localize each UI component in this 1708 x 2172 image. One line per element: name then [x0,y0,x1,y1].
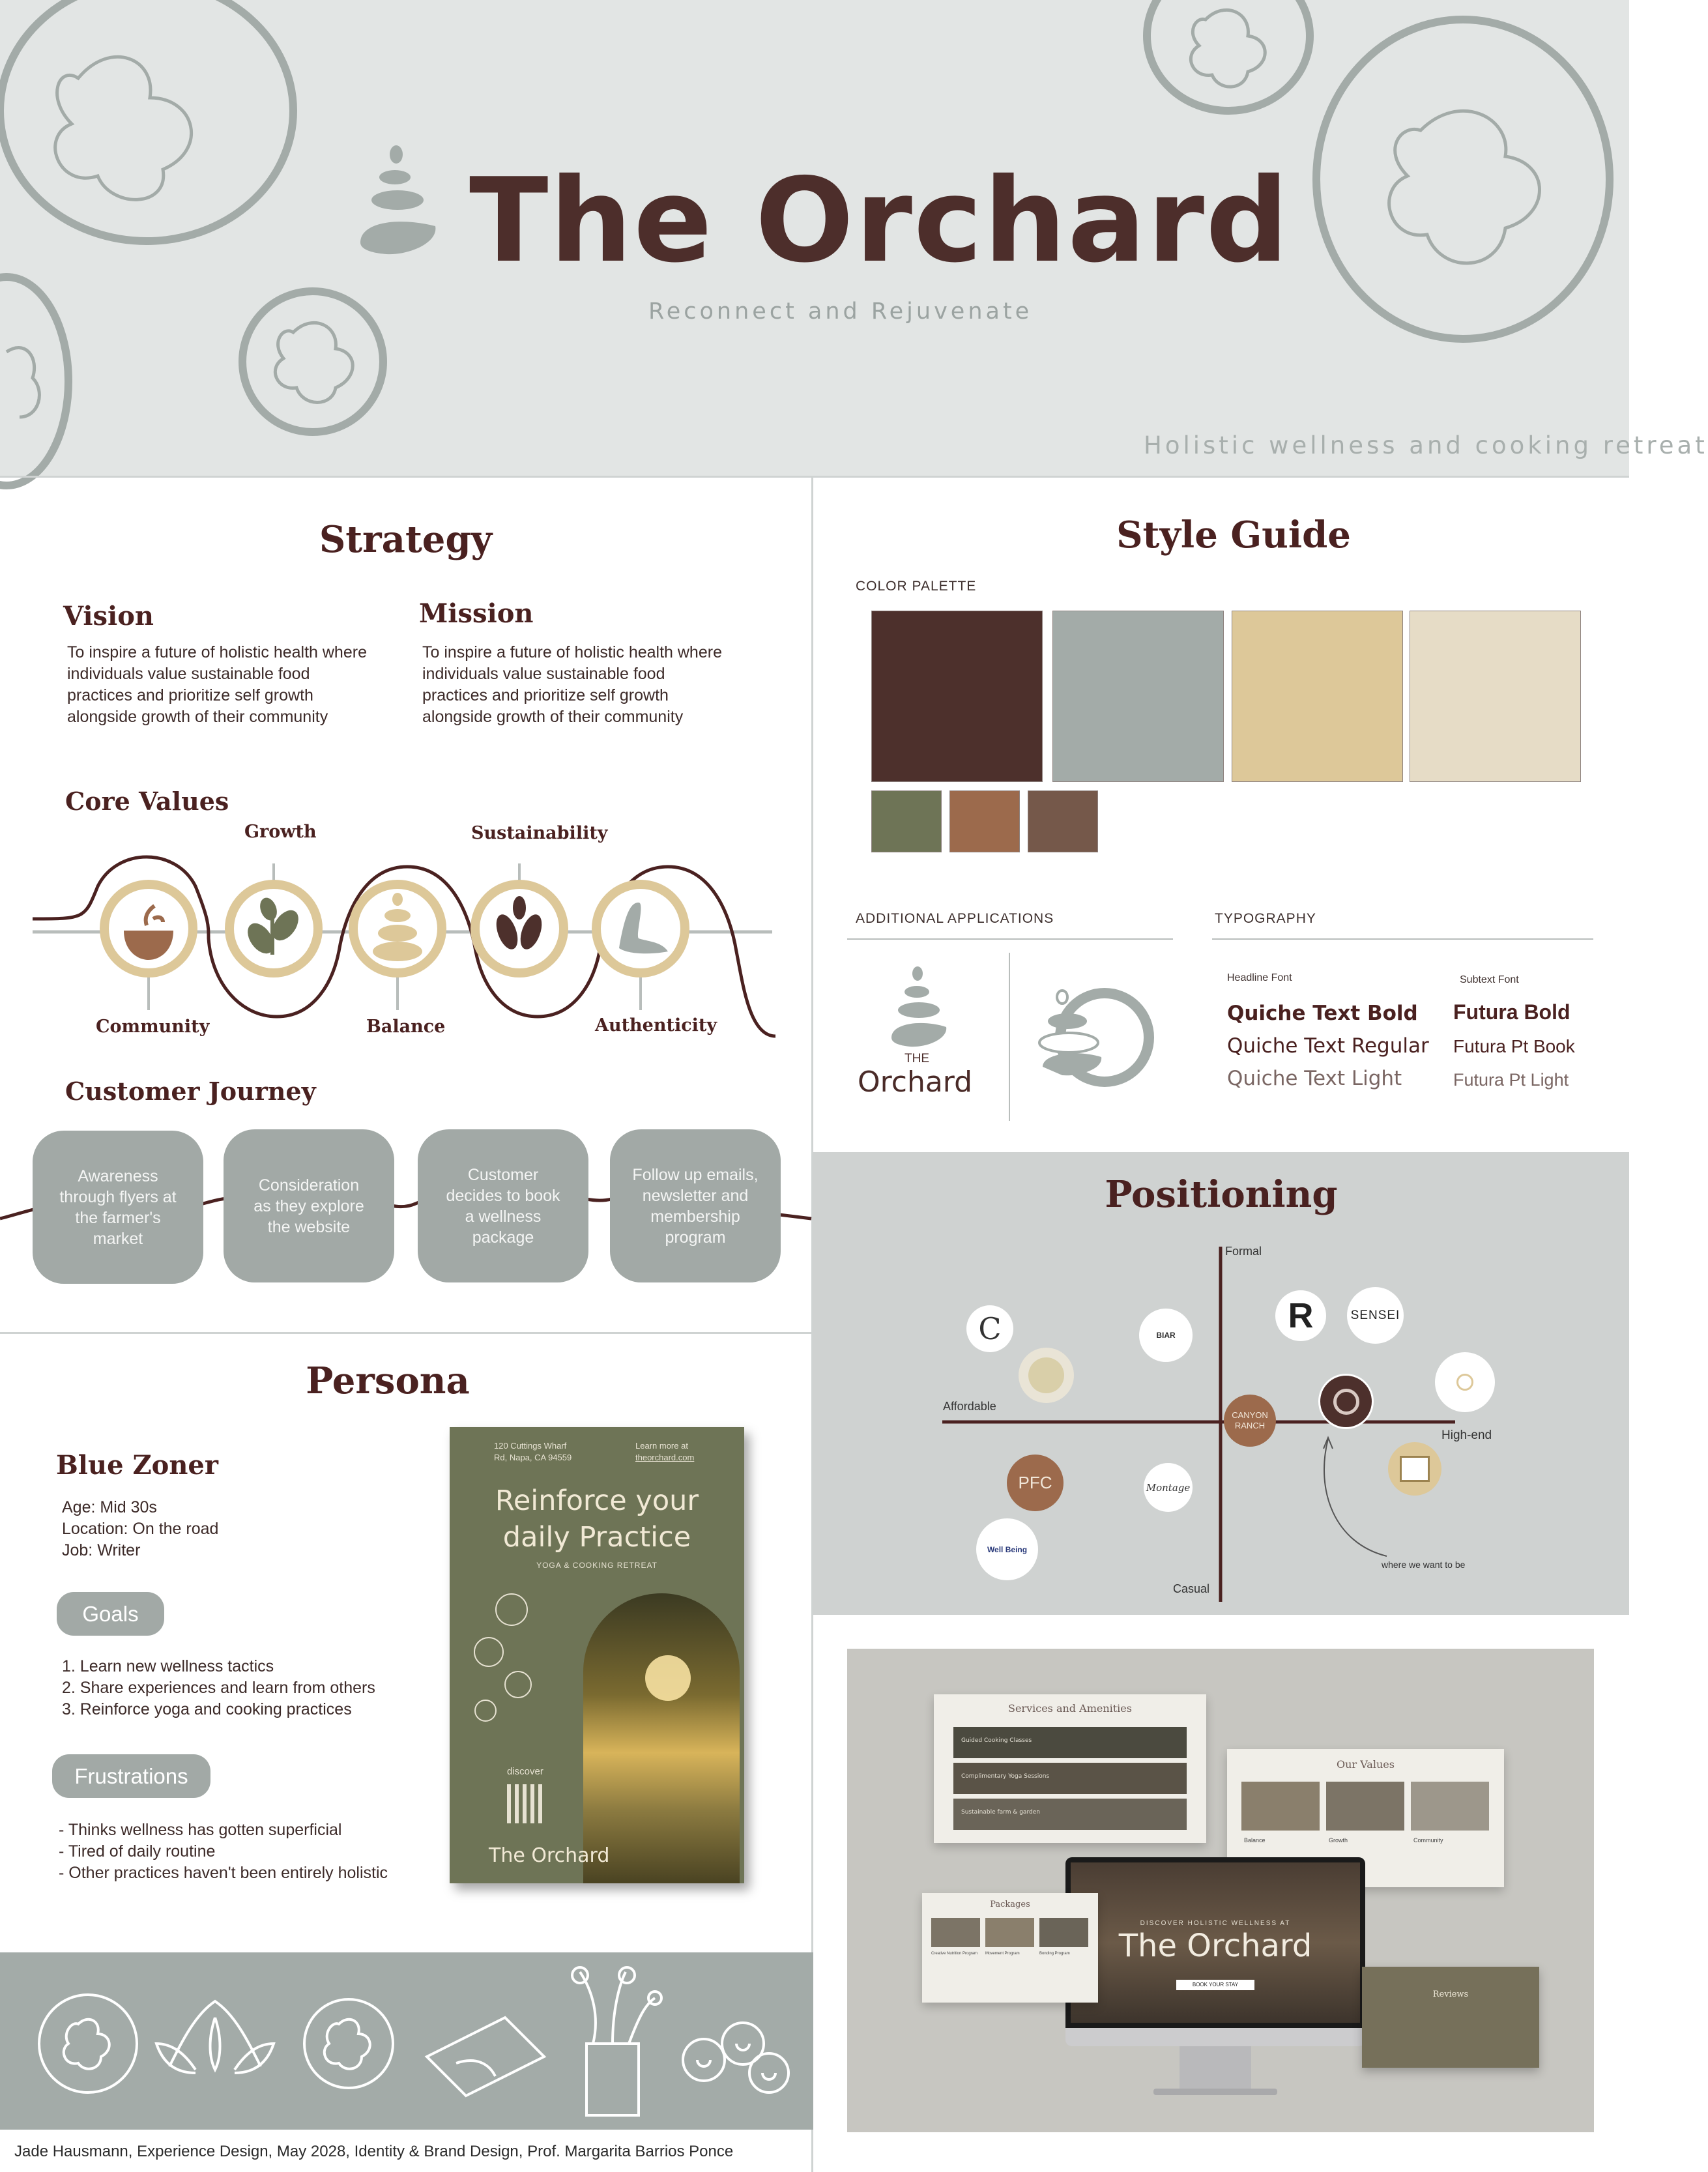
goals-pill: Goals [57,1592,164,1636]
package-photo-3 [1039,1918,1088,1947]
persona-details: Age: Mid 30s Location: On the road Job: Writer [62,1498,219,1559]
logo-stones-small-icon [886,964,951,1049]
axis-casual: Casual [1173,1582,1210,1595]
services-title: Services and Amenities [1008,1702,1132,1715]
persona-name: Blue Zoner [56,1450,218,1481]
applications-label: ADDITIONAL APPLICATIONS [856,911,1054,926]
competitor-logo-gold-emblem [1435,1352,1495,1412]
competitor-logo-r: R [1275,1290,1326,1341]
headline-font-regular: Quiche Text Regular [1227,1034,1429,1058]
values-col-community: Community [1413,1837,1443,1844]
positioning-title: Positioning [1105,1173,1338,1216]
imac-monitor [1065,1857,1365,2046]
strategy-title: Strategy [319,518,493,561]
services-row-3: Sustainable farm & garden [953,1799,1187,1830]
brand-subtagline: Holistic wellness and cooking retreat [1144,431,1708,459]
hero-screen [1071,1862,1360,2023]
persona-frustrations: - Thinks wellness has gotten superficial - Tired of daily routine - Other practices haven't been entirely holistic [59,1821,388,1882]
journey-step-follow-up: Follow up emails, newsletter and membership program [610,1129,781,1282]
retreat-poster [450,1427,744,1883]
logo-small-name: Orchard [858,1065,973,1099]
headline-font-label: Headline Font [1227,972,1292,983]
sun-glow [645,1655,691,1701]
customer-journey-heading: Customer Journey [65,1077,316,1106]
poster-discover: discover [507,1766,543,1777]
headline-font-bold: Quiche Text Bold [1227,1002,1418,1025]
vision-text: To inspire a future of holistic health where individuals value sustainable food practices and prioritize self growth alongside growth of their community [67,643,367,726]
packages-title: Packages [990,1900,1030,1909]
services-row-1: Guided Cooking Classes [953,1727,1187,1758]
typography-rule [1212,938,1593,940]
mockup-reviews-card [1362,1967,1539,2068]
mission-heading: Mission [419,598,534,629]
poster-slice-icons [469,1593,567,1724]
poster-address: 120 Cuttings Wharf Rd, Napa, CA 94559 [494,1441,572,1462]
vision-heading: Vision [63,601,154,631]
services-row-2: Complimentary Yoga Sessions [953,1763,1187,1794]
subtext-font-light: Futura Pt Light [1453,1070,1569,1090]
swatch-secondary-terracotta [949,790,1020,852]
persona-title: Persona [306,1359,470,1402]
competitor-logo-pfc: PFC [1007,1455,1064,1511]
hero-title: The Orchard [1118,1928,1312,1964]
logo-small-the: THE [905,1052,929,1065]
poster-learn-more: Learn more at theorchard.com [635,1441,695,1462]
competitor-logo-c: C [966,1305,1013,1352]
hero-book-button[interactable]: BOOK YOUR STAY [1176,1980,1254,1990]
subtext-font-bold: Futura Bold [1453,1000,1570,1024]
value-authenticity: Authenticity [595,1015,717,1035]
package-col-2: Movement Program [985,1952,1020,1956]
subtext-font-label: Subtext Font [1460,974,1519,985]
persona-goals: 1. Learn new wellness tactics 2. Share experiences and learn from others 3. Reinforce yoga and cooking practices [62,1657,375,1718]
package-photo-1 [931,1918,980,1947]
core-values-heading: Core Values [65,787,229,816]
applications-separator [1009,953,1010,1121]
value-sustainability: Sustainability [471,823,608,843]
competitor-logo-canyon-ranch: CANYON RANCH [1224,1395,1276,1447]
subtext-font-book: Futura Pt Book [1453,1036,1575,1056]
imac-stand [1180,2046,1251,2092]
swatch-primary-cream [1410,611,1581,782]
poster-photo-arch [583,1593,740,1883]
value-community: Community [96,1017,210,1037]
values-col-balance: Balance [1244,1837,1266,1844]
logo-mark-circle-icon [1036,985,1166,1090]
positioning-map [813,1152,1629,1615]
values-col-growth: Growth [1329,1837,1348,1844]
strategy-persona-divider [0,1332,811,1334]
journey-step-consideration: Consideration as they explore the website [224,1129,394,1282]
competitor-logo-biar: BIAR [1139,1309,1193,1362]
swatch-primary-gold [1232,611,1403,782]
journey-step-awareness: Awareness through flyers at the farmer's market [33,1131,203,1284]
values-photo-1 [1241,1782,1320,1831]
value-balance: Balance [366,1017,446,1037]
swatch-primary-brown [871,611,1043,782]
typography-label: TYPOGRAPHY [1215,911,1316,926]
brand-title: The Orchard [469,153,1290,288]
competitor-logo-montage: Montage [1144,1463,1193,1512]
values-title: Our Values [1337,1758,1395,1771]
journey-step-booking: Customer decides to book a wellness package [418,1129,588,1282]
style-guide-title: Style Guide [1116,514,1351,557]
reviews-title: Reviews [1432,1990,1469,1999]
applications-rule [847,938,1173,940]
the-orchard-target-logo [1318,1374,1374,1429]
hero-kicker: DISCOVER HOLISTIC WELLNESS AT [1140,1920,1291,1927]
stacked-stones-logo-icon [357,145,442,262]
color-palette-label: COLOR PALETTE [856,579,977,594]
imac-base [1153,2089,1277,2095]
values-photo-3 [1411,1782,1489,1831]
mockup-packages-card [922,1893,1098,2003]
header-divider [0,476,1629,478]
axis-formal: Formal [1225,1245,1262,1258]
swatch-secondary-olive [871,790,942,852]
poster-subheadline: YOGA & COOKING RETREAT [536,1561,658,1570]
axis-high-end: High-end [1441,1428,1492,1442]
poster-headline: Reinforce your daily Practice [495,1484,699,1554]
swatch-primary-sage [1052,611,1224,782]
package-photo-2 [985,1918,1034,1947]
frustrations-pill: Frustrations [52,1754,210,1798]
poster-brand: The Orchard [489,1844,610,1867]
poster-qr-code [507,1784,546,1823]
competitor-logo-temple [1388,1442,1441,1496]
brand-tagline: Reconnect and Rejuvenate [648,298,1033,325]
values-photo-2 [1326,1782,1404,1831]
swatch-secondary-umber [1028,790,1098,852]
package-col-1: Creative Nutrition Program [931,1952,978,1956]
mission-text: To inspire a future of holistic health where individuals value sustainable food practices and prioritize self growth alongside growth of their community [422,643,722,726]
mockup-services-card [934,1694,1206,1843]
target-annotation: where we want to be [1382,1559,1466,1570]
header-banner [0,0,1708,476]
imac-screen-bezel [1065,1857,1365,2028]
axis-affordable: Affordable [943,1400,996,1413]
value-growth: Growth [244,822,317,842]
competitor-logo-sensei: SENSEI [1347,1287,1404,1344]
package-col-3: Bonding Program [1039,1952,1070,1956]
credit-line: Jade Hausmann, Experience Design, May 2028, Identity & Brand Design, Prof. Margarita Barrios Ponce [14,2143,734,2160]
competitor-logo-cultural [1019,1348,1074,1403]
headline-font-light: Quiche Text Light [1227,1067,1402,1090]
competitor-logo-well-being: Well Being [976,1518,1038,1580]
illustration-band [0,1952,813,2130]
core-values-diagram [26,821,795,1043]
wellness-illustrations [0,1952,813,2130]
